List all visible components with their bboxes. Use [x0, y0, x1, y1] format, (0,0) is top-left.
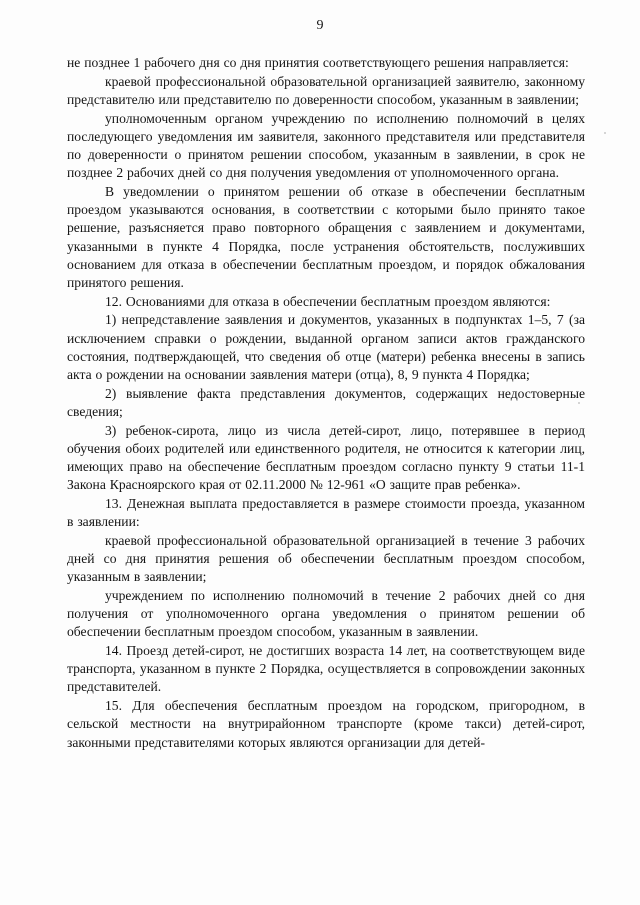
paragraph-section-12: 12. Основаниями для отказа в обеспечении бесплатным проездом являются:: [105, 293, 551, 309]
paragraph-refusal-notice: В уведомлении о принятом решении об отказе в обеспечении бесплатным проездом указываются основания, в соответствии с которыми было принято такое решение, разъясняется право повторного обращения с заявлением и документами, указанными в пункте 4 Порядка, после устранения обстоятельств, послуживших основанием для отказа в обеспечении бесплатным проездом, и порядок обжалования принятого решения.: [67, 183, 585, 290]
paragraph-section-15: 15. Для обеспечения бесплатным проездом на городском, пригородном, в сельской местности на внутрирайонном транспорте (кроме такси) детей-сирот, законными представителями которых являются организации для детей-: [67, 698, 585, 750]
paragraph-section-14: 14. Проезд детей-сирот, не достигших возраста 14 лет, на соответствующем виде транспорта, указанном в пункте 2 Порядка, осуществляется в сопровождении законных представителей.: [67, 643, 585, 695]
scan-speck: [578, 402, 580, 404]
paragraph-recipient-authority: уполномоченным органом учреждению по исполнению полномочий в целях последующего уведомления им заявителя, законного представителя или представителя по доверенности о принятом решении способом, указанным в заявлении, в срок не позднее 2 рабочих дней со дня получения уведомления от уполномоченного органа.: [67, 110, 585, 181]
paragraph-item-1: 1) непредставление заявления и документов, указанных в подпунктах 1–5, 7 (за исключением справки о рождении, выданной органом записи актов гражданского состояния, подтверждающей, что сведения об отце (матери) ребенка внесены в запись акта о рождении на основании заявления матери (отца), 8, 9 пункта 4 Порядка;: [67, 312, 585, 382]
paragraph-payment-organization: краевой профессиональной образовательной организацией в течение 3 рабочих дней со дня принятия решения об обеспечении бесплатным проездом способом, указанным в заявлении;: [67, 532, 585, 585]
paragraph-item-3: 3) ребенок-сирота, лицо из числа детей-сирот, лицо, потерявшее в период обучения обоих родителей или единственного родителя, не относится к категории лиц, имеющих право на обеспечение бесплатным проездом согласно пункту 9 статьи 11-1 Закона Красноярского края от 02.11.2000 № 12-961 «О защите прав ребенка».: [67, 422, 585, 493]
paragraph-intro: не позднее 1 рабочего дня со дня принятия соответствующего решения направляется:: [67, 55, 569, 70]
page-number: 9: [316, 18, 324, 33]
paragraph-payment-institution: учреждением по исполнению полномочий в течение 2 рабочих дней со дня получения от уполномоченного органа уведомления о принятом решении об обеспечении бесплатным проездом способом, указанным в заявлении.: [67, 587, 585, 640]
document-body: [67, 54, 585, 752]
paragraph-item-2: 2) выявление факта представления документов, содержащих недостоверные сведения;: [67, 385, 585, 419]
paragraph-section-13: 13. Денежная выплата предоставляется в размере стоимости проезда, указанном в заявлении:: [67, 495, 585, 530]
paragraph-recipient-organization: краевой профессиональной образовательной организацией заявителю, законному представителю или представителю по доверенности способом, указанным в заявлении;: [67, 73, 585, 107]
scan-speck: [604, 132, 606, 134]
